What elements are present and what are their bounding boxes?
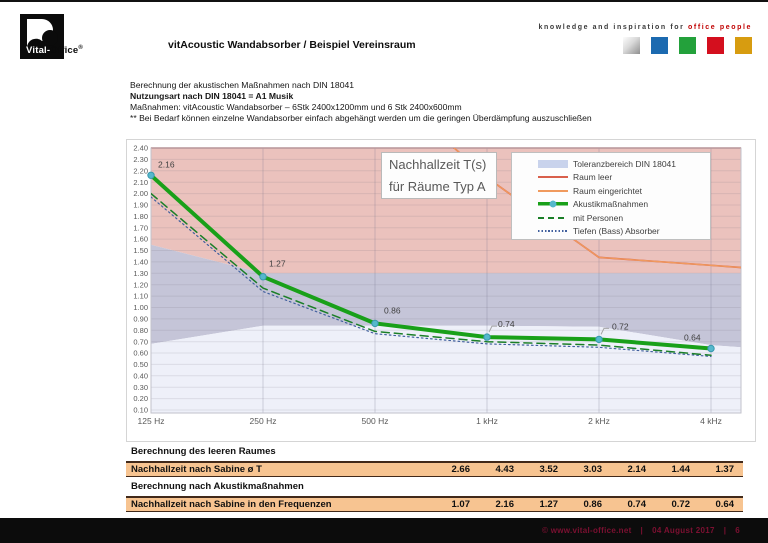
legend-item bbox=[538, 157, 710, 171]
legend-item bbox=[538, 198, 710, 212]
y-tick-label: 2.20 bbox=[133, 166, 148, 176]
table-cell: 1.07 bbox=[451, 499, 470, 510]
y-tick-label: 2.10 bbox=[133, 177, 148, 187]
brand-square bbox=[623, 37, 640, 54]
data-label: 1.27 bbox=[269, 258, 286, 269]
y-tick-label: 1.70 bbox=[133, 223, 148, 233]
intro-line-1: Berechnung der akustischen Maßnahmen nach DIN 18041 bbox=[130, 80, 355, 90]
data-label: 0.64 bbox=[684, 332, 701, 343]
logo-wordmark bbox=[26, 45, 83, 56]
x-tick-label: 250 Hz bbox=[249, 416, 277, 426]
footer-date: 04 August 2017 bbox=[652, 526, 715, 535]
legend-swatch-icon bbox=[538, 200, 568, 208]
y-tick-label: 0.70 bbox=[133, 337, 148, 347]
chart-title-box bbox=[381, 152, 497, 199]
brand-square bbox=[651, 37, 668, 54]
legend-label: mit Personen bbox=[573, 212, 624, 223]
reverberation-chart-frame bbox=[126, 139, 756, 442]
x-tick-label: 125 Hz bbox=[137, 416, 165, 426]
footer-page-number: 6 bbox=[735, 526, 740, 535]
table-heading-empty-room: Berechnung des leeren Raumes bbox=[131, 446, 276, 457]
legend-label: Toleranzbereich DIN 18041 bbox=[573, 158, 677, 169]
y-tick-label: 0.20 bbox=[133, 394, 148, 404]
y-tick-label: 1.20 bbox=[133, 280, 148, 290]
legend-label: Raum eingerichtet bbox=[573, 185, 642, 196]
data-label: 0.74 bbox=[498, 319, 515, 330]
y-tick-label: 0.50 bbox=[133, 360, 148, 369]
tagline bbox=[539, 24, 753, 31]
x-tick-label: 1 kHz bbox=[476, 416, 498, 426]
footer-separator: | bbox=[723, 526, 727, 535]
footer-copyright: © www.vital-office.net bbox=[542, 526, 632, 535]
y-tick-label: 0.40 bbox=[133, 371, 148, 381]
table-cell: 1.44 bbox=[671, 464, 690, 475]
tagline-prefix: knowledge and inspiration for bbox=[538, 24, 689, 31]
footer-bar bbox=[0, 518, 768, 543]
table-cell: 2.66 bbox=[451, 464, 470, 475]
data-label: 2.16 bbox=[158, 159, 175, 170]
intro-line-2: Nutzungsart nach DIN 18041 = A1 Musik bbox=[130, 91, 294, 101]
legend-swatch-icon bbox=[538, 217, 568, 219]
zone-below-tolerance bbox=[151, 326, 741, 413]
table-cell: 0.72 bbox=[671, 499, 690, 510]
x-tick-label: 4 kHz bbox=[700, 416, 722, 426]
y-tick-label: 0.30 bbox=[133, 382, 148, 392]
table-cell: 4.43 bbox=[495, 464, 514, 475]
table-cell: 2.14 bbox=[627, 464, 646, 475]
intro-line-3: Maßnahmen: vitAcoustic Wandabsorber – 6Stk 2400x1200mm und 6 Stk 2400x600mm bbox=[130, 102, 462, 112]
logo-text-right: Office bbox=[50, 45, 79, 57]
y-tick-label: 0.80 bbox=[133, 325, 148, 335]
table-cell: 1.27 bbox=[539, 499, 558, 510]
data-point-marker bbox=[708, 345, 714, 351]
top-border-strip bbox=[0, 0, 768, 2]
page-title: vitAcoustic Wandabsorber / Beispiel Vereinsraum bbox=[168, 39, 416, 51]
x-tick-label: 2 kHz bbox=[588, 416, 610, 426]
y-tick-label: 2.40 bbox=[133, 143, 148, 153]
y-tick-label: 2.30 bbox=[133, 155, 148, 164]
y-tick-label: 1.60 bbox=[133, 234, 148, 244]
table-row-measures bbox=[126, 496, 743, 512]
legend-label: Akustikmaßnahmen bbox=[573, 199, 649, 210]
y-tick-label: 0.10 bbox=[133, 405, 148, 415]
table-row-label: Nachhallzeit nach Sabine in den Frequenzen bbox=[131, 499, 332, 510]
table-cell: 0.64 bbox=[715, 499, 734, 510]
data-point-marker bbox=[596, 336, 602, 342]
y-tick-label: 2.00 bbox=[133, 189, 148, 199]
table-cell: 3.03 bbox=[583, 464, 602, 475]
intro-text bbox=[130, 80, 760, 124]
y-tick-label: 1.50 bbox=[133, 246, 148, 256]
footer-separator: | bbox=[640, 526, 644, 535]
chart-legend bbox=[511, 152, 711, 240]
brand-square bbox=[735, 37, 752, 54]
data-point-marker bbox=[484, 334, 490, 340]
tagline-highlight: office people bbox=[688, 24, 752, 31]
table-cell: 2.16 bbox=[495, 499, 514, 510]
table-cell: 0.74 bbox=[627, 499, 646, 510]
legend-item bbox=[538, 171, 710, 185]
data-point-marker bbox=[148, 172, 154, 178]
y-tick-label: 1.10 bbox=[133, 291, 148, 301]
legend-item bbox=[538, 211, 710, 225]
logo-text-left: Vital- bbox=[26, 45, 51, 57]
legend-swatch-icon bbox=[538, 230, 568, 232]
data-point-marker bbox=[260, 274, 266, 280]
x-tick-label: 500 Hz bbox=[361, 416, 389, 426]
table-cell: 0.86 bbox=[583, 499, 602, 510]
y-tick-label: 0.90 bbox=[133, 314, 148, 324]
y-tick-label: 1.30 bbox=[133, 268, 148, 278]
y-tick-label: 0.60 bbox=[133, 348, 148, 358]
brand-square bbox=[707, 37, 724, 54]
legend-label: Raum leer bbox=[573, 172, 613, 183]
table-cell: 1.37 bbox=[715, 464, 734, 475]
legend-swatch-icon bbox=[538, 160, 568, 168]
chart-title-line-1: Nachhallzeit T(s) bbox=[389, 157, 487, 172]
y-tick-label: 1.80 bbox=[133, 211, 148, 221]
intro-line-4: ** Bei Bedarf können einzelne Wandabsorber einfach abgehängt werden um die geringen Überdämpfung auszuschließen bbox=[130, 113, 592, 123]
chart-title-line-2: für Räume Typ A bbox=[389, 179, 486, 194]
registered-mark: ® bbox=[78, 45, 84, 51]
data-label: 0.72 bbox=[612, 321, 629, 332]
table-row-label: Nachhallzeit nach Sabine ø T bbox=[131, 464, 262, 475]
table-row-empty-room bbox=[126, 461, 743, 477]
y-tick-label: 1.40 bbox=[133, 257, 148, 267]
legend-item bbox=[538, 225, 710, 239]
brand-square bbox=[679, 37, 696, 54]
legend-swatch-icon bbox=[538, 176, 568, 178]
legend-swatch-icon bbox=[538, 190, 568, 192]
table-cell: 3.52 bbox=[539, 464, 558, 475]
y-tick-label: 1.90 bbox=[133, 200, 148, 210]
table-heading-measures: Berechnung nach Akustikmaßnahmen bbox=[131, 481, 304, 492]
data-label: 0.86 bbox=[384, 305, 401, 316]
legend-item bbox=[538, 184, 710, 198]
y-tick-label: 1.00 bbox=[133, 303, 148, 313]
data-point-marker bbox=[372, 320, 378, 326]
legend-label: Tiefen (Bass) Absorber bbox=[573, 226, 660, 237]
brand-color-squares bbox=[623, 37, 752, 54]
